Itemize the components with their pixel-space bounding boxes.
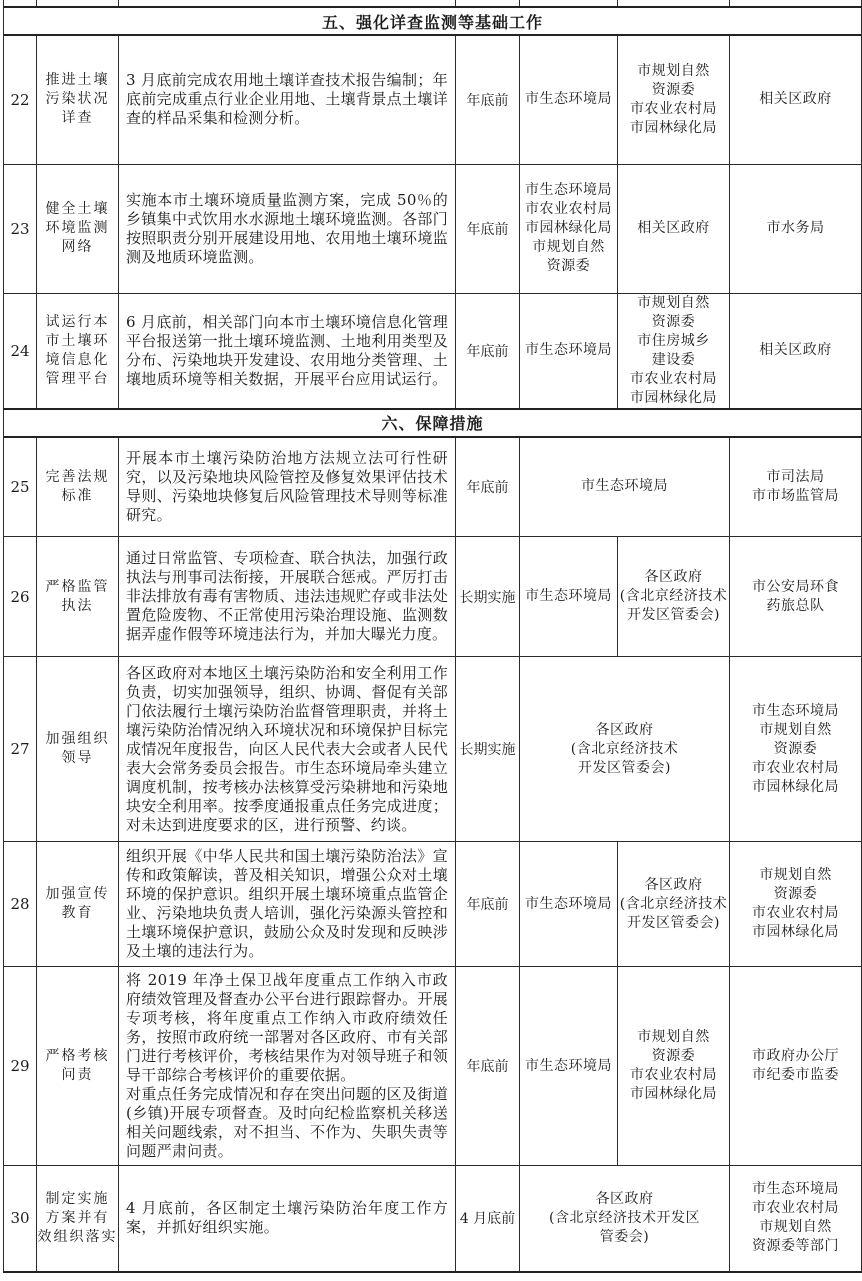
text-line: 市园林绿化局 — [630, 389, 717, 406]
row-number-cell: 30 — [4, 1166, 37, 1272]
text-line: 通过日常监管、专项检查、联合执法，加强行政执法与刑事司法衔接，开展联合惩戒。严厉打击非法排放有毒有害物质、违法违规贮存或非法处置危险废物、不正常使用污染治理设施、监测数据弄虚作假等环境违法行为，并加大曝光力度。 — [126, 549, 448, 643]
row-number-cell: 24 — [4, 293, 37, 409]
text-line: 市农业农村局 — [630, 100, 717, 117]
deadline-cell: 年底前 — [456, 967, 520, 1166]
text-line: 开发区管委会) — [627, 914, 720, 931]
text-line: 市规划自然 — [637, 62, 710, 79]
text-line: 开发区管委会) — [627, 607, 720, 623]
task-name-cell — [37, 842, 119, 967]
text-line: 市生态环境局 — [752, 702, 839, 719]
text-line: 各区政府 — [595, 1190, 654, 1207]
table-row-26 — [4, 537, 862, 657]
work-content-cell — [119, 293, 456, 409]
text-line: 市生态环境局 — [581, 478, 668, 495]
task-name-cell — [37, 293, 119, 409]
co-unit-cell — [618, 842, 730, 967]
row-number-cell: 29 — [4, 967, 37, 1166]
empty-cell — [37, 0, 119, 7]
text-line: 市农业农村局 — [525, 201, 612, 217]
text-line: (含北京经济技术开发区 — [549, 1209, 700, 1226]
text-line: 健全土壤 — [45, 201, 110, 217]
table-row-25 — [4, 437, 862, 537]
empty-cell — [618, 0, 730, 7]
text-line: 市规划自然 — [759, 721, 832, 738]
text-line: 市土壤环 — [45, 332, 110, 349]
text-line: 市规划自然 — [759, 1219, 832, 1236]
text-line: 实施本市土壤环境质量监测方案，完成 50％的乡镇集中式饮用水水源地土壤环境监测。各部门按照职责分别开展建设用地、农用地土壤环境监测及地质环境监测。 — [126, 190, 448, 266]
support-unit-cell — [730, 1166, 862, 1272]
section-row — [4, 409, 862, 437]
section-header-5: 五、强化详查监测等基础工作 — [4, 7, 862, 35]
table-row-30 — [4, 1166, 862, 1272]
text-line: 市园林绿化局 — [525, 220, 612, 236]
work-plan-table — [3, 0, 862, 1273]
text-line: 试运行本 — [45, 313, 110, 330]
text-line: 市规划自然 — [759, 867, 832, 883]
co-unit-cell — [618, 35, 730, 164]
text-line: 市规划自然 — [637, 294, 710, 311]
section-header-6: 六、保障措施 — [4, 409, 862, 437]
text-line: 资源委等部门 — [752, 1238, 839, 1255]
text-line: 资源委 — [651, 313, 696, 330]
table-row-29 — [4, 967, 862, 1166]
support-unit-cell — [730, 537, 862, 657]
text-line: 效组织落实 — [37, 1228, 118, 1245]
text-line: 市生态环境局 — [525, 588, 612, 604]
text-line: 完善法规 — [45, 468, 110, 485]
text-line: 管委会) — [599, 1228, 650, 1245]
text-line: 资源委 — [773, 740, 818, 757]
text-line: 相关区政府 — [759, 342, 832, 358]
responsible-unit-merged-cell — [520, 657, 730, 842]
text-line: 资源委 — [773, 886, 818, 902]
text-line: 市公安局环食 — [752, 578, 839, 595]
text-line: 资源委 — [546, 258, 591, 274]
deadline-cell: 年底前 — [456, 35, 520, 164]
responsible-unit-merged-cell — [520, 437, 730, 537]
text-line: 3 月底前完成农用地土壤详查技术报告编制；年底前完成重点行业企业用地、土壤背景点土壤详查的样品采集和检测分析。 — [126, 71, 448, 128]
text-line: 市市场监管局 — [752, 487, 839, 504]
table-row-22 — [4, 35, 862, 164]
row-number-cell: 28 — [4, 842, 37, 967]
text-line: 境信息化 — [45, 351, 110, 368]
text-line: 市园林绿化局 — [752, 778, 839, 795]
text-line: 各区政府 — [644, 569, 703, 585]
text-line: 各区政府 — [595, 721, 654, 738]
text-line: 市园林绿化局 — [630, 1086, 717, 1102]
text-line: 市水务局 — [766, 220, 825, 236]
co-unit-cell — [618, 293, 730, 409]
support-unit-cell — [730, 657, 862, 842]
text-line: 市生态环境局 — [525, 895, 612, 912]
text-line: 执法 — [61, 597, 94, 614]
support-unit-cell — [730, 437, 862, 537]
lead-unit-cell — [520, 967, 618, 1166]
text-line: 开发区管委会) — [578, 759, 671, 776]
text-line: 6 月底前，相关部门向本市土壤环境信息化管理平台报送第一批土壤环境监测、土地利用类型及分布、污染地块开发建设、农用地分类管理、土壤地质环境等相关数据，开展平台应用试运行。 — [126, 312, 448, 388]
empty-cell — [730, 0, 862, 7]
text-line: 市农业农村局 — [752, 905, 839, 921]
text-line: 环境监测 — [45, 220, 110, 236]
text-line: 推进土壤 — [45, 72, 110, 89]
task-name-cell — [37, 437, 119, 537]
deadline-cell: 长期实施 — [456, 537, 520, 657]
text-line: 网络 — [61, 239, 94, 255]
empty-cell — [4, 0, 37, 7]
text-line: 各区政府 — [644, 876, 703, 893]
text-line: 市纪委市监委 — [752, 1067, 839, 1083]
support-unit-cell — [730, 293, 862, 409]
work-content-cell — [119, 164, 456, 293]
work-content-cell — [119, 35, 456, 164]
text-line: 市规划自然 — [532, 239, 605, 255]
row-number-cell: 22 — [4, 35, 37, 164]
task-name-cell — [37, 1166, 119, 1272]
task-name-cell — [37, 967, 119, 1166]
text-line: 各区政府对本地区土壤污染防治和安全利用工作负责，切实加强领导，组织、协调、督促有关部门依法履行土壤污染防治监督管理职责，并将土壤污染防治情况纳入环境状况和环境保护目标完成情况年度报告，向区人民代表大会或者人民代表大会常务委员会报告。市生态环境局牵头建立调度机制，按考核办法核算受污染耕地和污染地块安全利用率。按季度通报重点任务完成进度；对未达到进度要求的区，进行预警、约谈。 — [126, 663, 448, 834]
lead-unit-cell — [520, 842, 618, 967]
support-unit-cell — [730, 164, 862, 293]
text-line: 标准 — [61, 487, 94, 504]
text-line: 问责 — [61, 1067, 94, 1083]
row-number-cell: 27 — [4, 657, 37, 842]
section-row — [4, 7, 862, 35]
text-line: 市生态环境局 — [525, 182, 612, 198]
text-line: 组织开展《中华人民共和国土壤污染防治法》宣传和政策解读，普及相关知识，增强公众对土壤环境的保护意识。组织开展土壤环境重点监管企业、污染地块负责人培训，强化污染源头管控和土壤环境保护意识，鼓励公众及时发现和反映涉及土壤的违法行为。 — [126, 847, 448, 960]
work-content-cell — [119, 967, 456, 1166]
task-name-cell — [37, 537, 119, 657]
lead-unit-cell — [520, 293, 618, 409]
lead-unit-cell — [520, 537, 618, 657]
text-line: 市生态环境局 — [525, 1057, 612, 1074]
empty-cell — [520, 0, 618, 7]
work-content-cell — [119, 657, 456, 842]
deadline-cell: 年底前 — [456, 842, 520, 967]
row-number-cell: 23 — [4, 164, 37, 293]
task-name-cell — [37, 657, 119, 842]
deadline-cell: 长期实施 — [456, 657, 520, 842]
text-line: 市农业农村局 — [630, 1067, 717, 1083]
empty-cell — [119, 0, 456, 7]
text-line: 市园林绿化局 — [630, 119, 717, 136]
text-line: 市农业农村局 — [752, 759, 839, 776]
text-line: (含北京经济技术 — [570, 740, 679, 757]
text-line: 加强组织 — [45, 731, 110, 747]
responsible-unit-merged-cell — [520, 1166, 730, 1272]
text-line: 市司法局 — [766, 468, 825, 485]
text-line: 市生态环境局 — [525, 91, 612, 108]
text-line: (含北京经济技术 — [619, 895, 728, 912]
deadline-cell: 4 月底前 — [456, 1166, 520, 1272]
work-content-cell — [119, 842, 456, 967]
co-unit-cell — [618, 164, 730, 293]
text-line: 市生态环境局 — [752, 1181, 839, 1198]
text-line: 药旅总队 — [766, 597, 825, 614]
work-content-cell — [119, 1166, 456, 1272]
text-line: 资源委 — [651, 81, 696, 98]
text-line: 制定实施 — [45, 1190, 110, 1207]
text-line: 相关区政府 — [637, 220, 710, 236]
lead-unit-cell — [520, 35, 618, 164]
text-line: 严格考核 — [45, 1048, 110, 1064]
deadline-cell: 年底前 — [456, 164, 520, 293]
task-name-cell — [37, 35, 119, 164]
support-unit-cell — [730, 967, 862, 1166]
row-number-cell: 25 — [4, 437, 37, 537]
text-line: 建设委 — [651, 351, 696, 368]
previous-row-fragment — [4, 0, 862, 7]
text-line: 管理平台 — [45, 370, 110, 387]
table-row-27 — [4, 657, 862, 842]
text-line: 严格监管 — [45, 578, 110, 595]
text-line: 方案并有 — [45, 1209, 110, 1226]
text-line: 相关区政府 — [759, 91, 832, 108]
text-line: 市园林绿化局 — [752, 924, 839, 940]
text-line: 污染状况 — [45, 91, 110, 108]
text-line: 市生态环境局 — [525, 342, 612, 358]
deadline-cell: 年底前 — [456, 293, 520, 409]
work-content-cell — [119, 437, 456, 537]
work-content-cell — [119, 537, 456, 657]
text-line: 市规划自然 — [637, 1029, 710, 1045]
text-line: 4 月底前，各区制定土壤污染防治年度工作方案，并抓好组织实施。 — [126, 1199, 448, 1237]
text-line: 市住房城乡 — [637, 332, 710, 349]
table-row-28 — [4, 842, 862, 967]
row-number-cell: 26 — [4, 537, 37, 657]
text-line: 教育 — [61, 905, 94, 921]
text-line: 领导 — [61, 750, 94, 766]
text-line: 市政府办公厅 — [752, 1048, 839, 1064]
task-name-cell — [37, 164, 119, 293]
empty-cell — [456, 0, 520, 7]
text-line: 市农业农村局 — [630, 370, 717, 387]
table-row-24 — [4, 293, 862, 409]
support-unit-cell — [730, 842, 862, 967]
text-line: 市农业农村局 — [752, 1200, 839, 1217]
text-line: 对重点任务完成情况和存在突出问题的区及街道(乡镇)开展专项督查。及时向纪检监察机关移送相关问题线索，对不担当、不作为、失职失责等问题严肃问责。 — [126, 1085, 448, 1160]
text-line: 加强宣传 — [45, 886, 110, 902]
lead-unit-cell — [520, 164, 618, 293]
text-line: 开展本市土壤污染防治地方法规立法可行性研究，以及污染地块风险管控及修复效果评估技术导则、污染地块修复后风险管理技术导则等标准研究。 — [126, 448, 448, 524]
deadline-cell: 年底前 — [456, 437, 520, 537]
text-line: 将 2019 年净土保卫战年度重点工作纳入市政府绩效管理及督查办公平台进行跟踪督办。开展专项考核，将年度重点工作纳入市政府绩效任务，按照市政府统一部署对各区政府、市有关部门进行考核评价，考核结果作为对领导班子和领导干部综合考核评价的重要依据。 — [126, 971, 448, 1084]
text-line: 资源委 — [651, 1048, 696, 1064]
text-line: 详查 — [61, 110, 94, 127]
support-unit-cell — [730, 35, 862, 164]
text-line: (含北京经济技术 — [619, 588, 728, 604]
co-unit-cell — [618, 537, 730, 657]
table-row-23 — [4, 164, 862, 293]
co-unit-cell — [618, 967, 730, 1166]
